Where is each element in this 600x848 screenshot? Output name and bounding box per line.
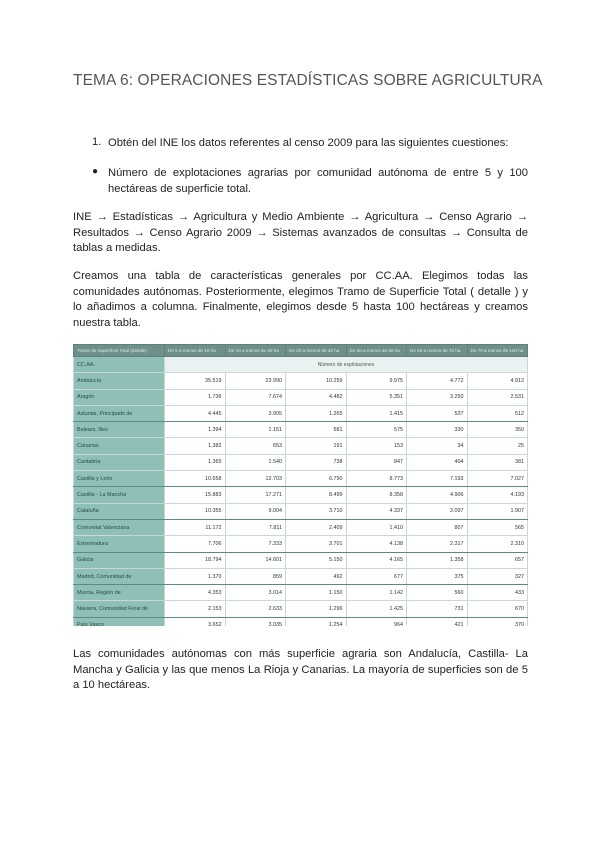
page-title: TEMA 6: OPERACIONES ESTADÍSTICAS SOBRE AGRICULTURA xyxy=(73,72,543,89)
table-cell: 1.142 xyxy=(346,585,407,601)
table-cell: 565 xyxy=(467,519,528,535)
table-cell: 2.409 xyxy=(286,519,347,535)
table-cell: 4.193 xyxy=(467,487,528,503)
table-cell: 1.370 xyxy=(165,568,226,584)
table-row xyxy=(74,454,528,470)
table-cell: 1.415 xyxy=(346,405,407,421)
table-cell: 575 xyxy=(346,422,407,438)
table-cell: 3.250 xyxy=(407,389,468,405)
question-number: 1. xyxy=(92,136,102,148)
table-header-row xyxy=(74,345,528,357)
table-cell: 153 xyxy=(346,438,407,454)
table-cell: 847 xyxy=(346,454,407,470)
table-cell: 7.706 xyxy=(165,536,226,552)
table-cell: 330 xyxy=(407,422,468,438)
table-cell: 537 xyxy=(407,405,468,421)
table-cell: 670 xyxy=(467,601,528,617)
table-cell: 3.035 xyxy=(225,617,286,626)
bullet-marker: ● xyxy=(92,166,99,177)
table-header-cell: De 5 a menos de 10 ha xyxy=(165,345,226,357)
table-cell: 731 xyxy=(407,601,468,617)
table-row xyxy=(74,585,528,601)
table-row xyxy=(74,389,528,405)
table-row xyxy=(74,568,528,584)
table-header-cell: Tramo de Superficie Total (detalle) xyxy=(74,345,165,357)
table-cell: 657 xyxy=(467,552,528,568)
table-cell: 4.772 xyxy=(407,373,468,389)
table-row xyxy=(74,438,528,454)
question-text: Obtén del INE los datos referentes al censo 2009 para las siguientes cuestiones: xyxy=(108,137,509,149)
table-row-label: Navarra, Comunidad Foral de xyxy=(74,601,165,617)
table-row xyxy=(74,617,528,626)
table-cell: 8.773 xyxy=(346,471,407,487)
data-table xyxy=(73,344,528,626)
table-row-label: Castilla - La Mancha xyxy=(74,487,165,503)
table-row-label: Aragón xyxy=(74,389,165,405)
table-cell: 1.150 xyxy=(286,585,347,601)
conclusion-paragraph: Las comunidades autónomas con más superficie agraria son Andalucía, Castilla- La Mancha y Galicia y las que menos La Rioja y Canarias. La mayoría de superficies son de 5 a 10 hectáreas. xyxy=(73,648,528,691)
table-cell: 381 xyxy=(467,454,528,470)
table-row xyxy=(74,471,528,487)
table-cell: 738 xyxy=(286,454,347,470)
table-row-label: Murcia, Región de xyxy=(74,585,165,601)
table-row-label: Cantabria xyxy=(74,454,165,470)
table-cell: 1.296 xyxy=(286,601,347,617)
table-header-cell: De 50 a menos de 70 ha xyxy=(407,345,468,357)
table-cell: 4.912 xyxy=(467,373,528,389)
table-row-label: Asturias, Principado de xyxy=(74,405,165,421)
table-cell: 560 xyxy=(407,585,468,601)
table-cell: 404 xyxy=(407,454,468,470)
table-cell: 35.519 xyxy=(165,373,226,389)
table-row-label: País Vasco xyxy=(74,617,165,626)
ccaa-label: CC.AA. xyxy=(74,357,165,373)
table-header-cell: De 20 a menos de 30 ha xyxy=(286,345,347,357)
data-table-image xyxy=(73,344,528,626)
table-cell: 653 xyxy=(225,438,286,454)
table-cell: 4.353 xyxy=(165,585,226,601)
table-cell: 492 xyxy=(286,568,347,584)
table-cell: 5.150 xyxy=(286,552,347,568)
table-cell: 3.701 xyxy=(286,536,347,552)
table-row xyxy=(74,487,528,503)
table-subheader-row xyxy=(74,357,528,373)
table-cell: 2.633 xyxy=(225,601,286,617)
table-cell: 12.703 xyxy=(225,471,286,487)
table-cell: 25 xyxy=(467,438,528,454)
description-paragraph: Creamos una tabla de características generales por CC.AA. Elegimos todas las comunidades autónomas. Posteriormente, elegimos Tramo de Superficie Total ( detalle ) y lo añadimos a columna. Finalmente, elegimos desde 5 hasta 100 hectáreas y creamos nuestra tabla. xyxy=(73,270,528,329)
table-cell: 15.883 xyxy=(165,487,226,503)
table-cell: 2.310 xyxy=(467,536,528,552)
table-cell: 4.337 xyxy=(346,503,407,519)
table-cell: 8.499 xyxy=(286,487,347,503)
table-cell: 7.811 xyxy=(225,519,286,535)
table-cell: 11.172 xyxy=(165,519,226,535)
bullet-text: Número de explotaciones agrarias por comunidad autónoma de entre 5 y 100 hectáreas de superficie total. xyxy=(108,167,528,195)
table-cell: 18.794 xyxy=(165,552,226,568)
table-row-label: Cataluña xyxy=(74,503,165,519)
table-cell: 3.905 xyxy=(225,405,286,421)
table-cell: 4.445 xyxy=(165,405,226,421)
table-cell: 421 xyxy=(407,617,468,626)
table-row-label: Andalucía xyxy=(74,373,165,389)
table-cell: 677 xyxy=(346,568,407,584)
table-row xyxy=(74,552,528,568)
table-cell: 5.351 xyxy=(346,389,407,405)
table-cell: 1.394 xyxy=(165,422,226,438)
table-cell: 191 xyxy=(286,438,347,454)
table-cell: 2.097 xyxy=(407,503,468,519)
table-cell: 512 xyxy=(467,405,528,421)
table-cell: 2.531 xyxy=(467,389,528,405)
table-row xyxy=(74,601,528,617)
table-row-label: Castilla y León xyxy=(74,471,165,487)
table-cell: 2.317 xyxy=(407,536,468,552)
table-cell: 4.906 xyxy=(407,487,468,503)
table-cell: 370 xyxy=(467,617,528,626)
table-cell: 1.151 xyxy=(225,422,286,438)
table-row-label: Canarias xyxy=(74,438,165,454)
table-cell: 1.736 xyxy=(165,389,226,405)
table-cell: 1.907 xyxy=(467,503,528,519)
table-cell: 1.265 xyxy=(286,405,347,421)
band-label: Número de explotaciones xyxy=(165,357,528,373)
table-cell: 1.410 xyxy=(346,519,407,535)
table-cell: 4.138 xyxy=(346,536,407,552)
table-cell: 327 xyxy=(467,568,528,584)
table-cell: 10.259 xyxy=(286,373,347,389)
table-cell: 10.355 xyxy=(165,503,226,519)
table-row xyxy=(74,405,528,421)
table-cell: 7.027 xyxy=(467,471,528,487)
table-cell: 7.193 xyxy=(407,471,468,487)
table-header-cell: De 10 a menos de 20 ha xyxy=(225,345,286,357)
table-row xyxy=(74,519,528,535)
table-cell: 3.710 xyxy=(286,503,347,519)
table-cell: 9.004 xyxy=(225,503,286,519)
table-row xyxy=(74,422,528,438)
navigation-path-text: INE → Estadísticas → Agricultura y Medio Ambiente → Agricultura → Censo Agrario → Resultados → Censo Agrario 2009 → Sistemas avanzados de consultas → Consulta de tablas a medidas. xyxy=(73,211,528,254)
table-cell: 17.271 xyxy=(225,487,286,503)
table-cell: 9.975 xyxy=(346,373,407,389)
table-cell: 4.482 xyxy=(286,389,347,405)
table-cell: 375 xyxy=(407,568,468,584)
table-cell: 7.674 xyxy=(225,389,286,405)
table-cell: 1.365 xyxy=(165,454,226,470)
table-cell: 10.658 xyxy=(165,471,226,487)
table-row xyxy=(74,503,528,519)
table-cell: 1.425 xyxy=(346,601,407,617)
table-row xyxy=(74,373,528,389)
table-header-cell: De 30 a menos de 50 ha xyxy=(346,345,407,357)
table-cell: 1.540 xyxy=(225,454,286,470)
table-cell: 581 xyxy=(286,422,347,438)
table-cell: 23.990 xyxy=(225,373,286,389)
table-row-label: Extremadura xyxy=(74,536,165,552)
table-row xyxy=(74,536,528,552)
table-cell: 859 xyxy=(225,568,286,584)
table-row-label: Galicia xyxy=(74,552,165,568)
table-row-label: Madrid, Comunidad de xyxy=(74,568,165,584)
table-cell: 8.358 xyxy=(346,487,407,503)
table-cell: 7.333 xyxy=(225,536,286,552)
table-cell: 964 xyxy=(346,617,407,626)
table-cell: 1.254 xyxy=(286,617,347,626)
table-cell: 3.014 xyxy=(225,585,286,601)
table-cell: 1.382 xyxy=(165,438,226,454)
table-cell: 1.358 xyxy=(407,552,468,568)
table-cell: 34 xyxy=(407,438,468,454)
table-cell: 350 xyxy=(467,422,528,438)
table-cell: 14.601 xyxy=(225,552,286,568)
table-cell: 3.652 xyxy=(165,617,226,626)
table-cell: 6.790 xyxy=(286,471,347,487)
table-cell: 2.153 xyxy=(165,601,226,617)
table-cell: 433 xyxy=(467,585,528,601)
table-row-label: Balears, Illes xyxy=(74,422,165,438)
table-cell: 4.165 xyxy=(346,552,407,568)
table-header-cell: De 70 a menos de 100 ha xyxy=(467,345,528,357)
table-cell: 807 xyxy=(407,519,468,535)
table-row-label: Comunitat Valenciana xyxy=(74,519,165,535)
